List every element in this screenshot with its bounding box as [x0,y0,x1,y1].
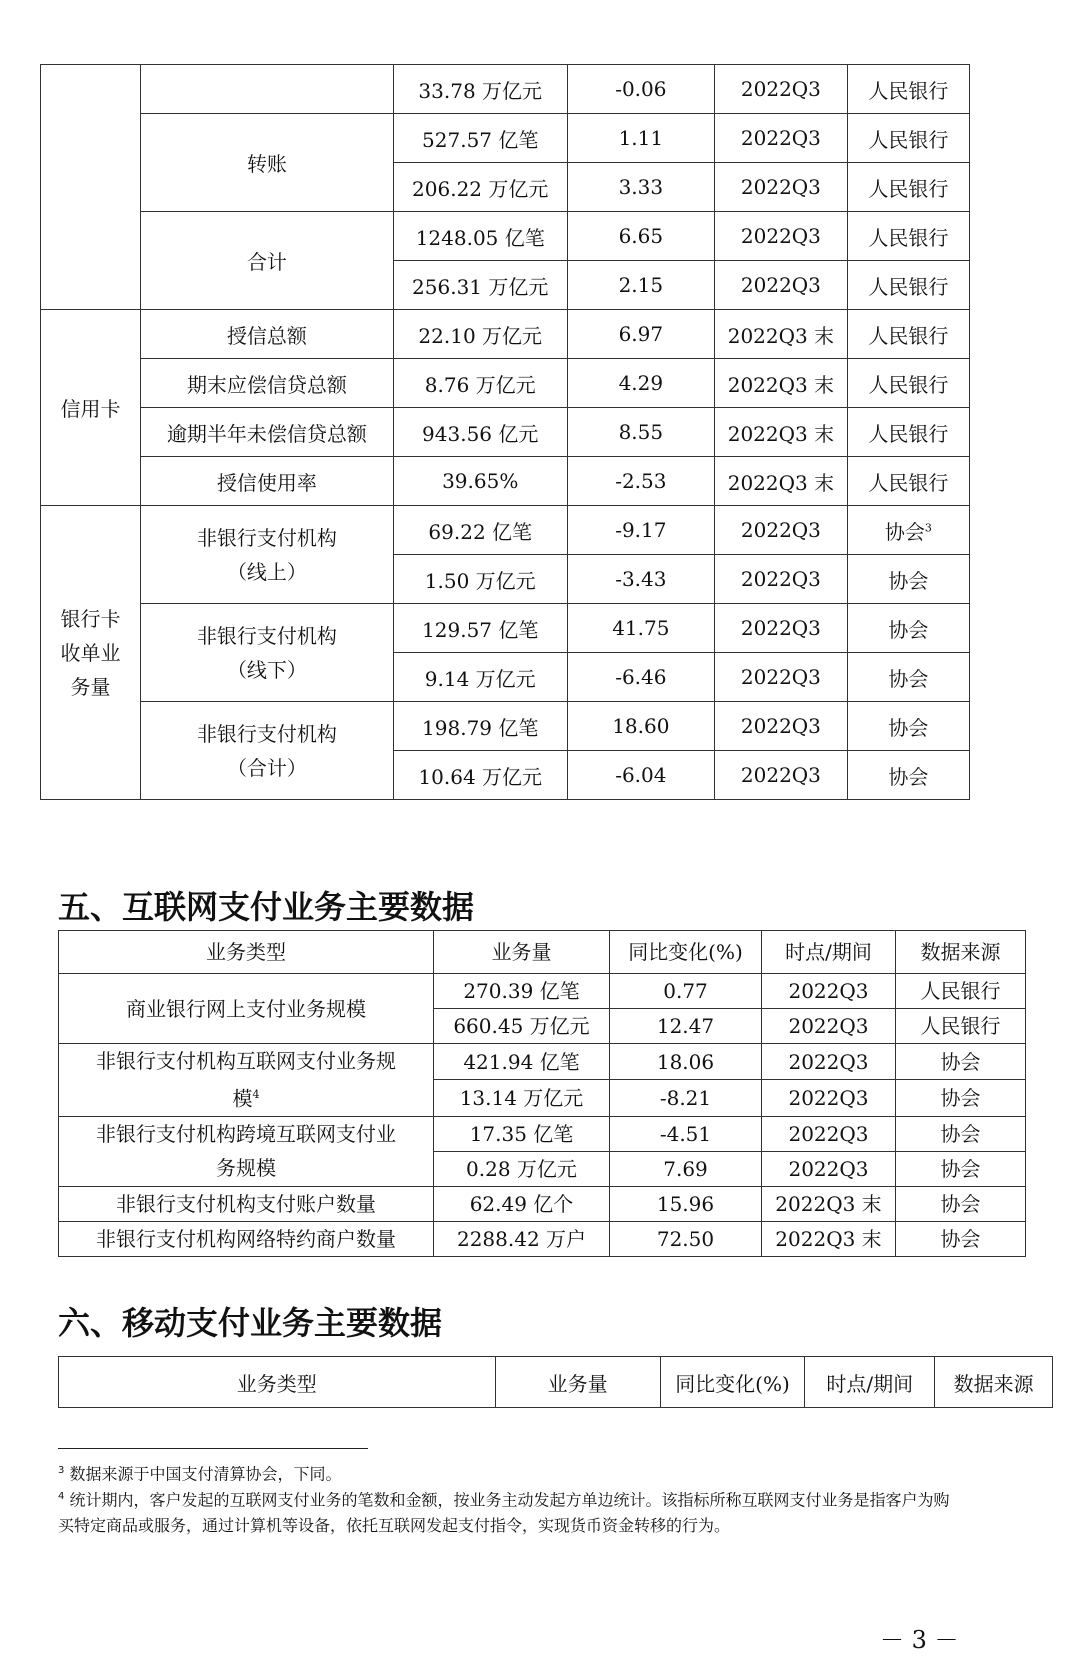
category-cell-card-acquiring [41,506,141,800]
table-header-row [59,931,1026,974]
column-header: 业务量 [495,1357,660,1408]
source-cell: 协会 [847,555,969,604]
period-cell: 2022Q3 [715,751,848,800]
section-title: 六、移动支付业务主要数据 [58,1304,443,1342]
value-cell: 62.49 亿个 [434,1186,610,1221]
source-cell: 协会 [896,1080,1026,1116]
source-cell: 人民银行 [847,261,969,310]
source-cell: 协会 [847,751,969,800]
yoy-cell: -6.04 [567,751,714,800]
source-cell: 协会 [896,1221,1026,1256]
table-row [59,1116,1026,1151]
yoy-cell: -0.06 [567,65,714,114]
category-line: 务量 [70,674,111,699]
value-cell: 8.76 万亿元 [393,359,567,408]
source-cell: 协会 [896,1151,1026,1186]
table-row [59,1044,1026,1080]
value-cell: 33.78 万亿元 [393,65,567,114]
yoy-cell: 2.15 [567,261,714,310]
period-cell: 2022Q3 末 [715,359,848,408]
value-cell: 0.28 万亿元 [434,1151,610,1186]
table-header-row [59,1357,1053,1408]
type-cell: 非银行支付机构支付账户数量 [59,1186,434,1221]
category-cell-credit-card: 信用卡 [41,310,141,506]
footnote [58,1484,958,1539]
footnote-ref: 4 [252,1088,260,1101]
period-cell: 2022Q3 [715,506,848,555]
source-cell: 人民银行 [847,408,969,457]
yoy-cell: -6.46 [567,653,714,702]
source-cell: 人民银行 [847,163,969,212]
period-cell: 2022Q3 末 [715,310,848,359]
yoy-cell: 12.47 [610,1009,762,1044]
value-cell: 198.79 亿笔 [393,702,567,751]
source-cell: 人民银行 [847,114,969,163]
section-title: 五、互联网支付业务主要数据 [58,888,475,926]
value-cell: 10.64 万亿元 [393,751,567,800]
period-cell: 2022Q3 [762,1080,896,1116]
type-cell [59,1116,434,1186]
value-cell: 270.39 亿笔 [434,974,610,1009]
source-cell: 人民银行 [847,212,969,261]
yoy-cell: -2.53 [567,457,714,506]
type-line: 非银行支付机构互联网支付业务规 [96,1049,396,1073]
footnote-mark: 4 [58,1491,65,1502]
category-line: 银行卡 [60,606,121,631]
yoy-cell: -9.17 [567,506,714,555]
category-line: 收单业 [60,640,121,665]
item-cell: 期末应偿信贷总额 [141,359,394,408]
source-cell: 协会 [847,702,969,751]
table-row [59,974,1026,1009]
table-row [41,114,970,163]
value-cell: 421.94 亿笔 [434,1044,610,1080]
yoy-cell: 4.29 [567,359,714,408]
yoy-cell: -3.43 [567,555,714,604]
period-cell: 2022Q3 末 [762,1186,896,1221]
period-cell: 2022Q3 [715,114,848,163]
type-line: 务规模 [216,1156,276,1181]
value-cell: 22.10 万亿元 [393,310,567,359]
source-cell: 协会 [896,1044,1026,1080]
mobile-payment-table [58,1356,1053,1408]
period-cell: 2022Q3 [762,1151,896,1186]
value-cell: 17.35 亿笔 [434,1116,610,1151]
yoy-cell: 41.75 [567,604,714,653]
footnote-text: 统计期内，客户发起的互联网支付业务的笔数和金额，按业务主动发起方单边统计。该指标所称互联网支付业务是指客户为购买特定商品或服务，通过计算机等设备，依托互联网发起支付指令，实现货币资金转移的行为。 [58,1490,950,1536]
value-cell: 256.31 万亿元 [393,261,567,310]
yoy-cell: 7.69 [610,1151,762,1186]
period-cell: 2022Q3 末 [715,408,848,457]
table-row [41,604,970,653]
period-cell: 2022Q3 [762,1009,896,1044]
source-cell [847,506,969,555]
item-cell: 合计 [141,212,394,310]
period-cell: 2022Q3 [715,604,848,653]
column-header: 业务类型 [59,931,434,974]
item-line: （线下） [226,657,307,682]
yoy-cell: 18.60 [567,702,714,751]
source-cell: 人民银行 [847,359,969,408]
column-header: 同比变化(%) [660,1357,805,1408]
period-cell: 2022Q3 [715,212,848,261]
source-cell: 人民银行 [847,310,969,359]
column-header: 数据来源 [896,931,1026,974]
period-cell: 2022Q3 [715,653,848,702]
column-header: 同比变化(%) [610,931,762,974]
value-cell: 69.22 亿笔 [393,506,567,555]
item-cell: 授信总额 [141,310,394,359]
value-cell: 2288.42 万户 [434,1221,610,1256]
yoy-cell: 0.77 [610,974,762,1009]
value-cell: 13.14 万亿元 [434,1080,610,1116]
footnote-divider [58,1448,368,1449]
yoy-cell: 6.97 [567,310,714,359]
table-row [41,506,970,555]
item-line: 非银行支付机构 [196,525,337,550]
value-cell: 943.56 亿元 [393,408,567,457]
period-cell: 2022Q3 [762,1116,896,1151]
page-number: － 3 － [880,1626,959,1654]
source-cell: 人民银行 [896,974,1026,1009]
source-cell: 协会 [896,1186,1026,1221]
item-cell [141,506,394,604]
yoy-cell: 3.33 [567,163,714,212]
table-row [41,359,970,408]
table-row [41,702,970,751]
payment-data-table-continued [40,64,970,800]
yoy-cell: 1.11 [567,114,714,163]
table-row [41,408,970,457]
source-cell: 协会 [896,1116,1026,1151]
item-line: （线上） [226,559,307,584]
source-cell: 协会 [847,653,969,702]
source-cell: 人民银行 [847,65,969,114]
item-cell: 授信使用率 [141,457,394,506]
value-cell: 527.57 亿笔 [393,114,567,163]
value-cell: 206.22 万亿元 [393,163,567,212]
item-cell: 转账 [141,114,394,212]
footnote-ref: 3 [924,520,932,534]
type-cell: 商业银行网上支付业务规模 [59,974,434,1044]
table-row [41,212,970,261]
yoy-cell: 72.50 [610,1221,762,1256]
source-cell: 协会 [847,604,969,653]
table-row [59,1221,1026,1256]
item-line: 非银行支付机构 [196,721,337,746]
item-cell: 逾期半年未偿信贷总额 [141,408,394,457]
type-line: 非银行支付机构跨境互联网支付业 [96,1122,396,1147]
period-cell: 2022Q3 [762,974,896,1009]
source-cell: 人民银行 [896,1009,1026,1044]
internet-payment-table [58,930,1026,1257]
footnote [58,1458,958,1487]
period-cell: 2022Q3 末 [762,1221,896,1256]
value-cell: 39.65% [393,457,567,506]
period-cell: 2022Q3 [715,702,848,751]
item-line: 非银行支付机构 [196,623,337,648]
yoy-cell: 15.96 [610,1186,762,1221]
source-cell: 人民银行 [847,457,969,506]
period-cell: 2022Q3 末 [715,457,848,506]
type-cell: 非银行支付机构网络特约商户数量 [59,1221,434,1256]
column-header: 时点/期间 [762,931,896,974]
yoy-cell: 6.65 [567,212,714,261]
period-cell: 2022Q3 [762,1044,896,1080]
table-row [59,1186,1026,1221]
value-cell: 9.14 万亿元 [393,653,567,702]
table-row [41,65,970,114]
category-cell [41,65,141,310]
value-cell: 129.57 亿笔 [393,604,567,653]
yoy-cell: -4.51 [610,1116,762,1151]
period-cell: 2022Q3 [715,555,848,604]
item-cell [141,702,394,800]
period-cell: 2022Q3 [715,261,848,310]
yoy-cell: 18.06 [610,1044,762,1080]
period-cell: 2022Q3 [715,163,848,212]
source-text: 协会 [884,519,925,544]
footnote-text: 数据来源于中国支付清算协会，下同。 [64,1464,342,1484]
period-cell: 2022Q3 [715,65,848,114]
column-header: 数据来源 [935,1357,1053,1408]
value-cell: 660.45 万亿元 [434,1009,610,1044]
column-header: 业务量 [434,931,610,974]
item-line: （合计） [226,755,307,780]
item-cell [141,604,394,702]
type-line: 模 [232,1086,253,1111]
footnote-mark: 3 [58,1465,65,1476]
column-header: 时点/期间 [805,1357,935,1408]
yoy-cell: -8.21 [610,1080,762,1116]
value-cell: 1248.05 亿笔 [393,212,567,261]
type-cell [59,1044,434,1117]
yoy-cell: 8.55 [567,408,714,457]
item-cell [141,65,394,114]
value-cell: 1.50 万亿元 [393,555,567,604]
table-row [41,310,970,359]
table-row [41,457,970,506]
column-header: 业务类型 [59,1357,496,1408]
